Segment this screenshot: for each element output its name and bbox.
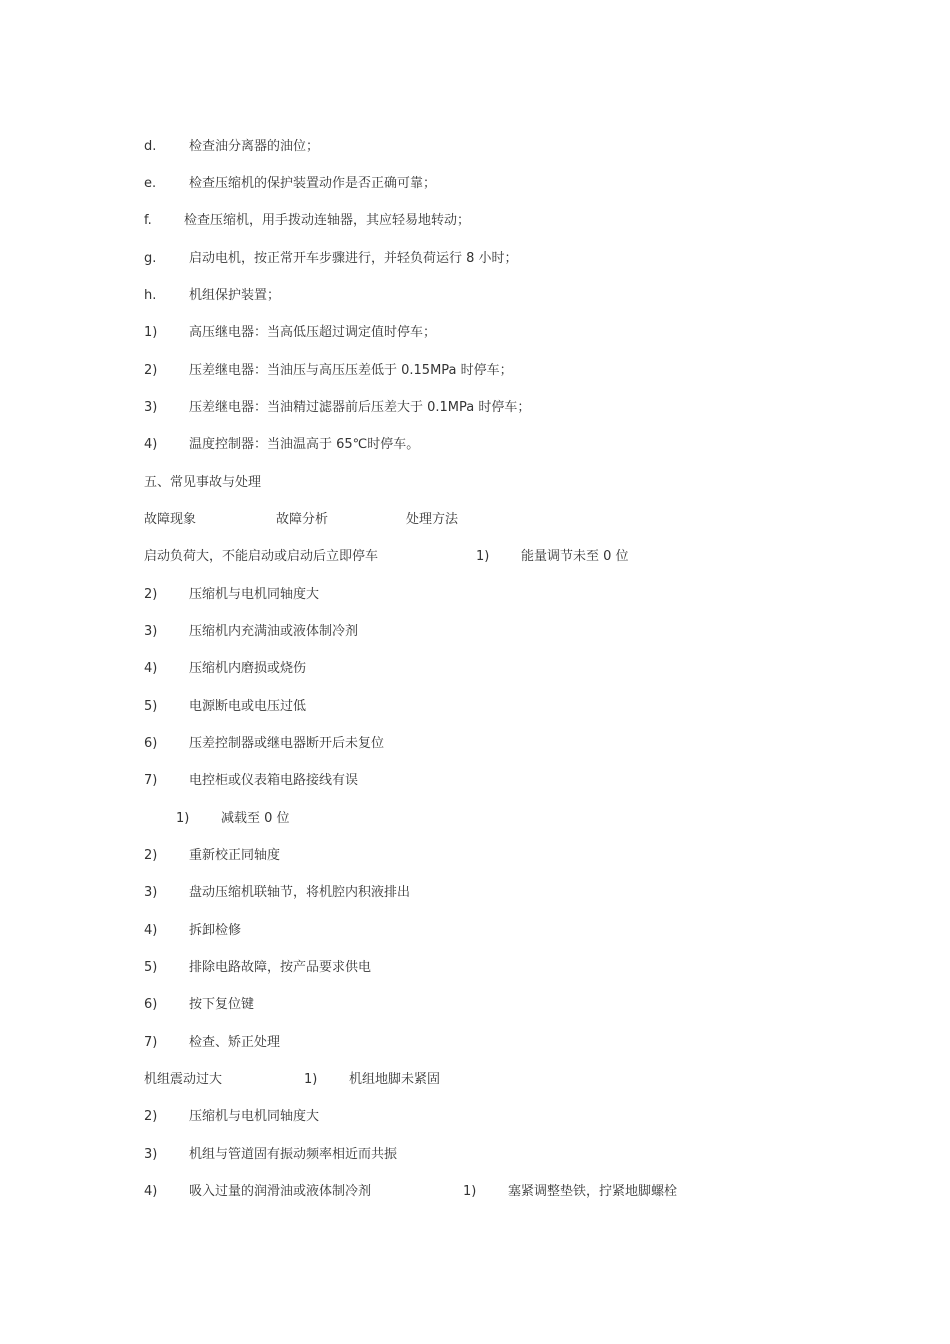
item-marker: f. bbox=[144, 213, 152, 228]
item-marker: 4) bbox=[144, 661, 158, 676]
item-text: 压差继电器：当油精过滤器前后压差大于 0.1MPa 时停车； bbox=[189, 400, 531, 415]
item-marker: g. bbox=[144, 251, 157, 266]
item-marker: d. bbox=[144, 139, 157, 154]
item-text: 机组地脚未紧固 bbox=[349, 1072, 441, 1087]
item-marker: 3) bbox=[144, 400, 158, 415]
item-text: 检查油分离器的油位； bbox=[189, 139, 320, 154]
item-marker: 4) bbox=[144, 923, 158, 938]
item-text: 温度控制器：当油温高于 65℃时停车。 bbox=[189, 437, 420, 452]
item-marker: 5) bbox=[144, 699, 158, 714]
item-marker: 3) bbox=[144, 624, 158, 639]
item-marker: 2) bbox=[144, 587, 158, 602]
item-marker: 1) bbox=[176, 811, 190, 826]
item-text: 检查压缩机的保护装置动作是否正确可靠； bbox=[189, 176, 437, 191]
item-marker: 5) bbox=[144, 960, 158, 975]
item-marker: 3) bbox=[144, 885, 158, 900]
column-header: 故障现象 bbox=[144, 512, 197, 527]
item-text: 能量调节未至 0 位 bbox=[521, 549, 629, 564]
item-marker: 2) bbox=[144, 363, 158, 378]
item-text: 排除电路故障，按产品要求供电 bbox=[189, 960, 372, 975]
item-text: 压缩机内磨损或烧伤 bbox=[189, 661, 307, 676]
column-header: 故障分析 bbox=[276, 512, 329, 527]
item-marker: 1) bbox=[304, 1072, 318, 1087]
item-marker: 6) bbox=[144, 736, 158, 751]
fault-text: 启动负荷大，不能启动或启动后立即停车 bbox=[144, 549, 379, 564]
item-text: 压缩机与电机同轴度大 bbox=[189, 587, 320, 602]
item-marker: 2) bbox=[144, 1109, 158, 1124]
item-text: 电控柜或仪表箱电路接线有误 bbox=[189, 773, 359, 788]
item-marker: 1) bbox=[144, 325, 158, 340]
item-marker: 7) bbox=[144, 1035, 158, 1050]
item-text: 减载至 0 位 bbox=[221, 811, 290, 826]
item-marker: 3) bbox=[144, 1147, 158, 1162]
item-text: 电源断电或电压过低 bbox=[189, 699, 307, 714]
fault-text: 机组震动过大 bbox=[144, 1072, 223, 1087]
item-text: 检查压缩机，用手拨动连轴器，其应轻易地转动； bbox=[184, 213, 471, 228]
item-text: 高压继电器：当高低压超过调定值时停车； bbox=[189, 325, 437, 340]
item-marker: 4) bbox=[144, 1184, 158, 1199]
heading-text: 五、常见事故与处理 bbox=[144, 475, 262, 490]
item-text: 盘动压缩机联轴节，将机腔内积液排出 bbox=[189, 885, 411, 900]
item-text: 检查、矫正处理 bbox=[189, 1035, 281, 1050]
item-text: 机组保护装置； bbox=[189, 288, 281, 303]
item-marker: 6) bbox=[144, 997, 158, 1012]
item-text: 压差继电器：当油压与高压压差低于 0.15MPa 时停车； bbox=[189, 363, 513, 378]
column-header: 处理方法 bbox=[406, 512, 459, 527]
item-marker: 2) bbox=[144, 848, 158, 863]
item-marker: h. bbox=[144, 288, 157, 303]
item-marker: 7) bbox=[144, 773, 158, 788]
item-text: 吸入过量的润滑油或液体制冷剂 bbox=[189, 1184, 372, 1199]
item-text: 压缩机与电机同轴度大 bbox=[189, 1109, 320, 1124]
item-text: 机组与管道固有振动频率相近而共振 bbox=[189, 1147, 398, 1162]
item-marker: 1) bbox=[463, 1184, 477, 1199]
item-text: 塞紧调整垫铁，拧紧地脚螺栓 bbox=[508, 1184, 678, 1199]
item-text: 启动电机，按正常开车步骤进行，并轻负荷运行 8 小时； bbox=[189, 251, 518, 266]
item-text: 拆卸检修 bbox=[189, 923, 242, 938]
item-marker: 4) bbox=[144, 437, 158, 452]
item-text: 重新校正同轴度 bbox=[189, 848, 281, 863]
item-marker: 1) bbox=[476, 549, 490, 564]
item-marker: e. bbox=[144, 176, 157, 191]
item-text: 压差控制器或继电器断开后未复位 bbox=[189, 736, 385, 751]
item-text: 压缩机内充满油或液体制冷剂 bbox=[189, 624, 359, 639]
item-text: 按下复位键 bbox=[189, 997, 255, 1012]
